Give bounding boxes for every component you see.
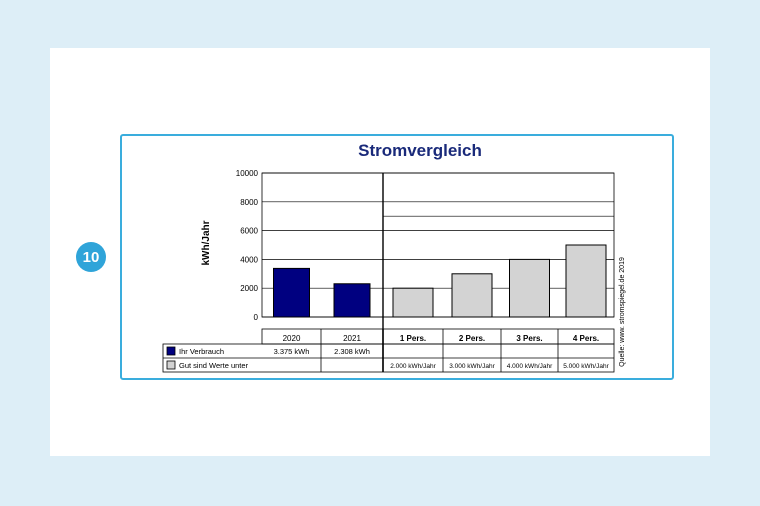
value-label: 5.000 kWh/Jahr	[563, 363, 609, 370]
y-tick-label: 6000	[240, 226, 258, 236]
category-label: 2020	[282, 334, 301, 343]
plot-frame	[262, 173, 614, 317]
y-tick-label: 8000	[240, 197, 258, 207]
category-label: 2 Pers.	[458, 334, 486, 343]
value-label: 3.375 kWh	[273, 347, 310, 356]
value-label: 4.000 kWh/Jahr	[506, 363, 553, 370]
table-header-row	[262, 329, 614, 344]
chart-title: Stromvergleich	[358, 141, 482, 160]
legend-swatch	[167, 361, 175, 369]
data-table	[163, 329, 614, 372]
bar	[274, 268, 310, 317]
legend-label: Ihr Verbrauch	[179, 347, 225, 356]
category-label: 2021	[343, 334, 361, 343]
value-label: 2.308 kWh	[334, 347, 370, 356]
y-tick-label: 10000	[235, 169, 258, 178]
category-label: 3 Pers.	[516, 334, 543, 343]
value-label: 2.000 kWh/Jahr	[390, 363, 436, 370]
legend-label: Gut sind Werte unter	[179, 361, 249, 370]
step-number-badge: 10	[76, 242, 106, 272]
bar	[566, 245, 606, 317]
y-tick-label: 4000	[240, 255, 258, 265]
category-label: 4 Pers.	[572, 334, 600, 343]
stromvergleich-chart	[122, 136, 672, 378]
category-label: 1 Pers.	[399, 334, 427, 343]
bar	[334, 284, 370, 317]
y-tick-label: 2000	[240, 284, 258, 294]
y-axis-label: kWh/Jahr	[201, 220, 212, 266]
chart-frame	[120, 134, 674, 380]
bar	[510, 259, 550, 317]
y-tick-label: 0	[253, 313, 258, 322]
value-label: 3.000 kWh/Jahr	[449, 363, 495, 370]
bars	[274, 245, 607, 317]
y-axis-ticks	[236, 169, 259, 322]
bar	[393, 288, 433, 317]
bar	[452, 274, 492, 317]
grid-lines	[262, 173, 614, 372]
source-note: Quelle: www. stromspiegel.de 2019	[619, 257, 626, 367]
legend-swatch	[167, 347, 175, 355]
